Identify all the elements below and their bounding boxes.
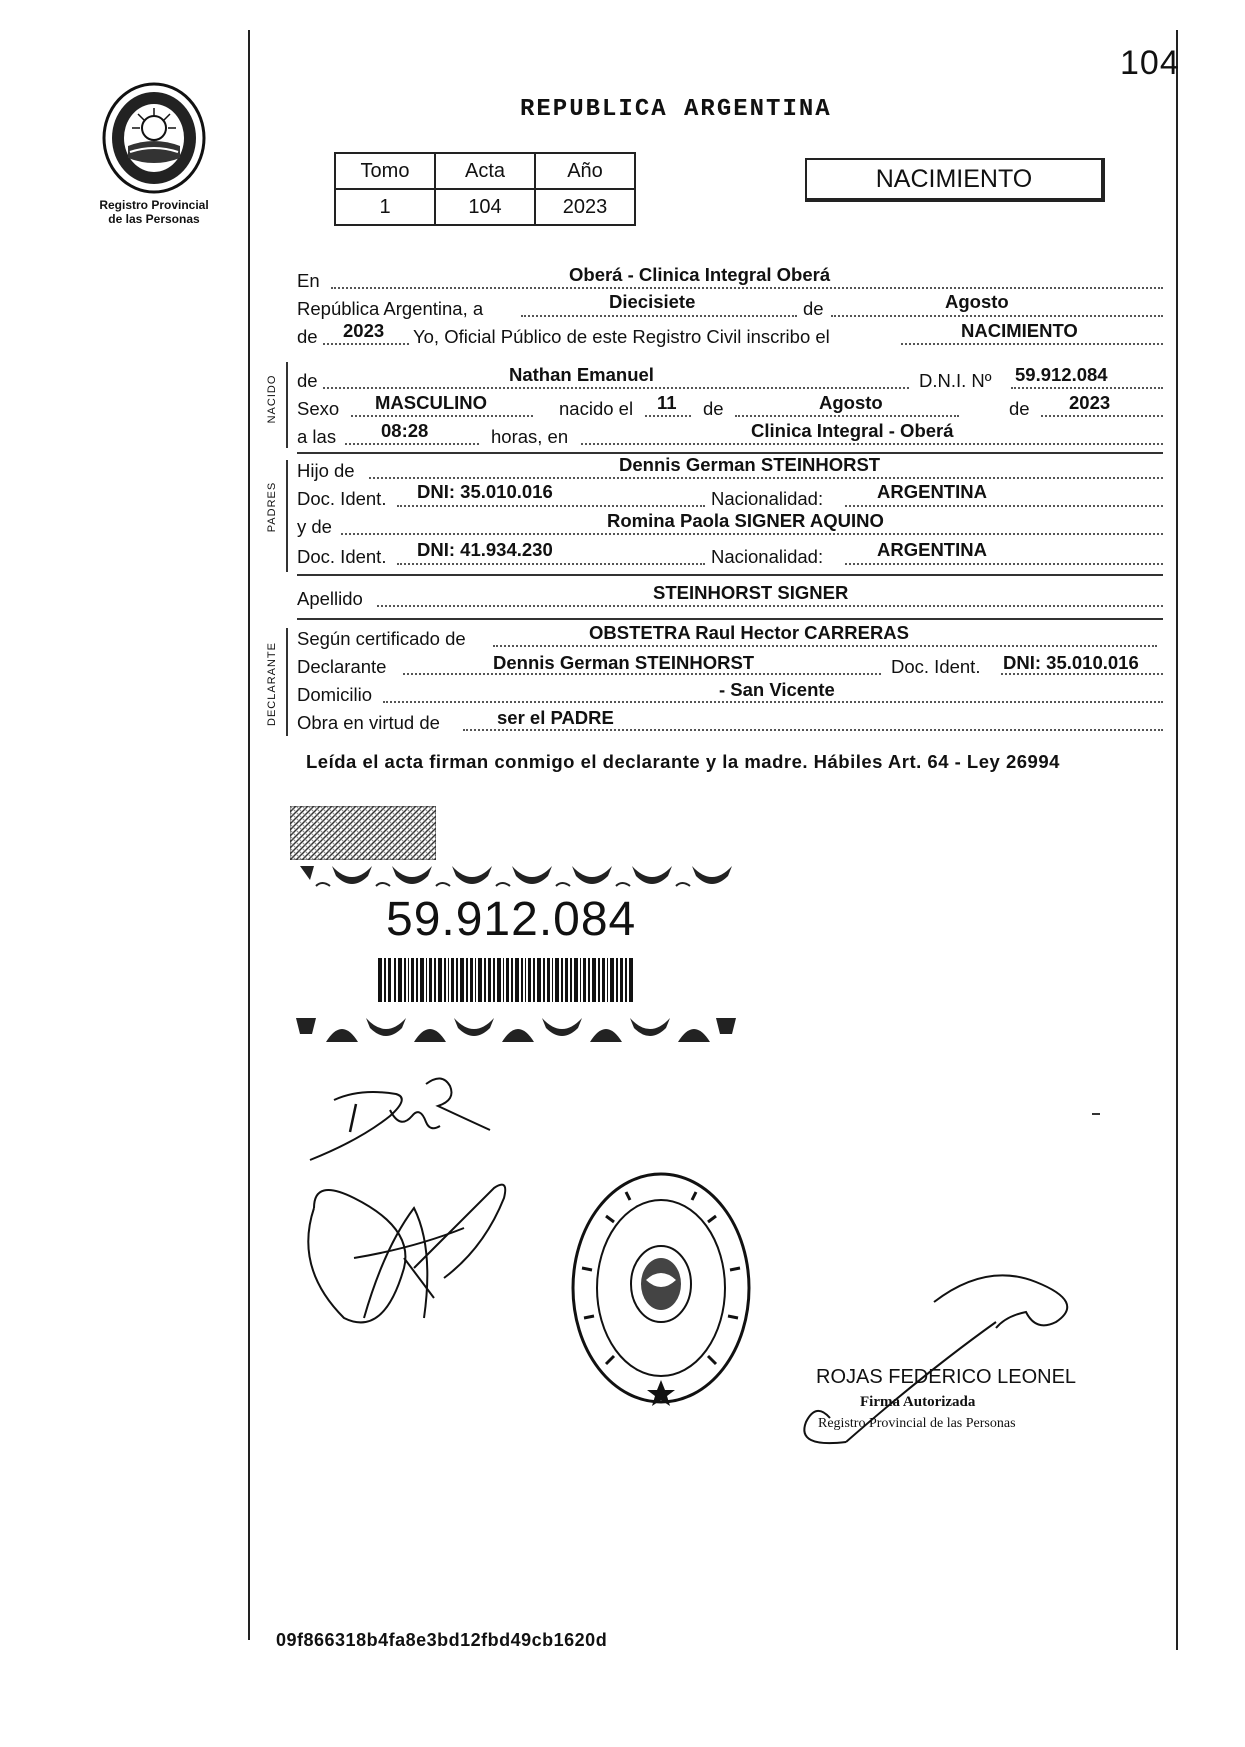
republica-de-label: de bbox=[803, 298, 824, 319]
row-nacido-sexo bbox=[297, 394, 1163, 422]
stray-mark bbox=[1092, 1113, 1100, 1115]
birth-de-label-2: de bbox=[1009, 398, 1030, 419]
official-title: Firma Autorizada bbox=[860, 1394, 976, 1410]
row-nacido-hora bbox=[297, 422, 1163, 450]
right-margin-line bbox=[1176, 30, 1178, 1650]
nacido-el-label: nacido el bbox=[559, 398, 634, 419]
republica-dots-2 bbox=[831, 315, 1163, 317]
cert-value: OBSTETRA Raul Hector CARRERAS bbox=[589, 622, 910, 643]
nacido-section-label: NACIDO bbox=[266, 374, 278, 424]
wave-pattern-icon bbox=[296, 862, 740, 890]
month-value: Agosto bbox=[945, 291, 1009, 312]
cert-label: Según certificado de bbox=[297, 628, 466, 649]
birth-day-value: 11 bbox=[657, 392, 677, 413]
padres-section-label: PADRES bbox=[266, 481, 278, 533]
official-org: Registro Provincial de las Personas bbox=[818, 1416, 1016, 1431]
nac1-dots bbox=[845, 505, 1163, 507]
official-name: ROJAS FEDERICO LEONEL bbox=[816, 1366, 1077, 1388]
doc2-label: Doc. Ident. bbox=[297, 546, 387, 567]
tomo-value-cell: 1 bbox=[335, 189, 435, 225]
en-value: Oberá - Clinica Integral Oberá bbox=[569, 264, 831, 285]
barcode-icon bbox=[378, 958, 634, 1002]
father-name-value: Dennis German STEINHORST bbox=[619, 454, 881, 475]
official-seal-icon bbox=[566, 1168, 756, 1408]
child-dni-value: 59.912.084 bbox=[1015, 364, 1108, 385]
nacido-de-label: de bbox=[297, 370, 318, 391]
year-de-label: de bbox=[297, 326, 318, 347]
stamp-id-number: 59.912.084 bbox=[386, 893, 637, 946]
separator-apellido bbox=[297, 618, 1163, 620]
nac2-dots bbox=[845, 563, 1163, 565]
row-inscribo bbox=[297, 322, 1163, 350]
year-header-cell: Año bbox=[535, 153, 635, 189]
birth-day-dots bbox=[645, 415, 691, 417]
signature-scribble-icon bbox=[294, 1168, 514, 1328]
birth-year-dots bbox=[1041, 415, 1163, 417]
wave-pattern-icon bbox=[296, 1012, 740, 1048]
declarante-doc-value: DNI: 35.010.016 bbox=[1003, 652, 1139, 673]
year-value-cell: 2023 bbox=[535, 189, 635, 225]
year-dots bbox=[323, 343, 409, 345]
horas-en-label: horas, en bbox=[491, 426, 569, 447]
mother-signature bbox=[294, 1168, 514, 1328]
father-nationality-value: ARGENTINA bbox=[877, 481, 987, 502]
mother-name-value: Romina Paola SIGNER AQUINO bbox=[607, 510, 884, 531]
sexo-label: Sexo bbox=[297, 398, 340, 419]
declarant-signature bbox=[300, 1070, 500, 1166]
declarante-section-bar bbox=[286, 628, 288, 736]
apellido-dots bbox=[377, 605, 1163, 607]
acta-header-cell: Acta bbox=[435, 153, 535, 189]
page-number: 104 bbox=[1120, 44, 1180, 82]
row-declarante bbox=[297, 652, 1163, 680]
row-doc1 bbox=[297, 481, 1163, 512]
footer-hash: 09f866318b4fa8e3bd12fbd49cb1620d bbox=[276, 1630, 608, 1650]
inscribo-dots bbox=[901, 343, 1163, 345]
domicilio-dots bbox=[383, 701, 1163, 703]
hour-dots bbox=[345, 443, 479, 445]
republica-dots-1 bbox=[521, 315, 797, 317]
birth-month-dots bbox=[735, 415, 959, 417]
yde-label: y de bbox=[297, 516, 332, 537]
obra-value: ser el PADRE bbox=[497, 707, 614, 728]
official-seal bbox=[566, 1168, 756, 1408]
org-caption-line2: de las Personas bbox=[108, 212, 200, 226]
mother-doc-value: DNI: 41.934.230 bbox=[417, 539, 553, 560]
wave-pattern-top bbox=[296, 862, 740, 890]
day-value: Diecisiete bbox=[609, 291, 696, 312]
doc1-label: Doc. Ident. bbox=[297, 488, 387, 509]
mother-nationality-value: ARGENTINA bbox=[877, 539, 987, 560]
alas-label: a las bbox=[297, 426, 337, 447]
declarante-value: Dennis German STEINHORST bbox=[493, 652, 755, 673]
birth-month-value: Agosto bbox=[819, 392, 883, 413]
nacido-section-bar bbox=[286, 362, 288, 448]
birth-year-value: 2023 bbox=[1069, 392, 1111, 413]
left-margin-line bbox=[248, 30, 250, 1640]
mother-dots bbox=[341, 533, 1163, 535]
sexo-value: MASCULINO bbox=[375, 392, 488, 413]
row-republica bbox=[297, 291, 1163, 322]
en-label: En bbox=[297, 270, 320, 291]
obra-dots bbox=[463, 729, 1163, 731]
nacido-name-dots bbox=[323, 387, 909, 389]
father-dots bbox=[369, 477, 1163, 479]
row-en bbox=[297, 266, 1163, 294]
declarante-doc-dots bbox=[1001, 673, 1163, 675]
birth-hour-value: 08:28 bbox=[381, 420, 429, 441]
tomo-table-value-row bbox=[335, 189, 635, 225]
nac2-label: Nacionalidad: bbox=[711, 546, 824, 567]
padres-section-bar bbox=[286, 460, 288, 572]
org-logo bbox=[98, 80, 210, 195]
signature-scribble-icon bbox=[300, 1070, 500, 1166]
place-dots bbox=[581, 443, 1163, 445]
republica-label: República Argentina, a bbox=[297, 298, 484, 319]
inscribo-label: Yo, Oficial Público de este Registro Civil inscribo el bbox=[413, 326, 830, 347]
org-caption bbox=[84, 198, 224, 226]
act-year-value: 2023 bbox=[343, 320, 385, 341]
row-cert bbox=[297, 624, 1163, 652]
row-domicilio bbox=[297, 680, 1163, 708]
row-hijo bbox=[297, 456, 1163, 484]
birth-place-value: Clinica Integral - Oberá bbox=[751, 420, 954, 441]
wave-pattern-bottom bbox=[296, 1012, 740, 1048]
doc2-dots bbox=[397, 563, 705, 565]
row-yde bbox=[297, 512, 1163, 540]
dni-label: D.N.I. Nº bbox=[919, 370, 992, 391]
tomo-acta-year-table bbox=[334, 152, 636, 226]
declarante-doc-label: Doc. Ident. bbox=[891, 656, 981, 677]
obra-label: Obra en virtud de bbox=[297, 712, 440, 733]
dni-dots bbox=[1011, 387, 1163, 389]
hijo-label: Hijo de bbox=[297, 460, 355, 481]
tomo-header-cell: Tomo bbox=[335, 153, 435, 189]
hologram-strip bbox=[290, 806, 436, 860]
domicilio-label: Domicilio bbox=[297, 684, 373, 705]
doc-type-box: NACIMIENTO bbox=[805, 158, 1105, 202]
nac1-label: Nacionalidad: bbox=[711, 488, 824, 509]
org-caption-line1: Registro Provincial bbox=[99, 198, 209, 212]
sexo-dots bbox=[351, 415, 533, 417]
apellido-value: STEINHORST SIGNER bbox=[653, 582, 849, 603]
child-name-value: Nathan Emanuel bbox=[509, 364, 654, 385]
birth-de-label: de bbox=[703, 398, 724, 419]
legal-note: Leída el acta firman conmigo el declarante y la madre. Hábiles Art. 64 - Ley 26994 bbox=[306, 751, 1060, 772]
tomo-table-header-row bbox=[335, 153, 635, 189]
barcode bbox=[378, 958, 634, 1002]
apellido-label: Apellido bbox=[297, 588, 363, 609]
cert-dots bbox=[493, 645, 1157, 647]
hologram-icon bbox=[290, 806, 436, 860]
row-apellido bbox=[297, 584, 1163, 612]
row-obra bbox=[297, 708, 1163, 736]
row-nacido-name bbox=[297, 366, 1163, 394]
separator-padres bbox=[297, 574, 1163, 576]
domicilio-value: - San Vicente bbox=[719, 679, 835, 700]
father-doc-value: DNI: 35.010.016 bbox=[417, 481, 553, 502]
province-seal-icon bbox=[98, 80, 210, 195]
doc1-dots bbox=[397, 505, 705, 507]
header-title: REPUBLICA ARGENTINA bbox=[520, 96, 832, 123]
row-doc2 bbox=[297, 539, 1163, 570]
declarante-section-label: DECLARANTE bbox=[266, 642, 278, 726]
inscribo-value: NACIMIENTO bbox=[961, 320, 1078, 341]
acta-value-cell: 104 bbox=[435, 189, 535, 225]
declarante-label: Declarante bbox=[297, 656, 387, 677]
en-dots bbox=[331, 287, 1163, 289]
